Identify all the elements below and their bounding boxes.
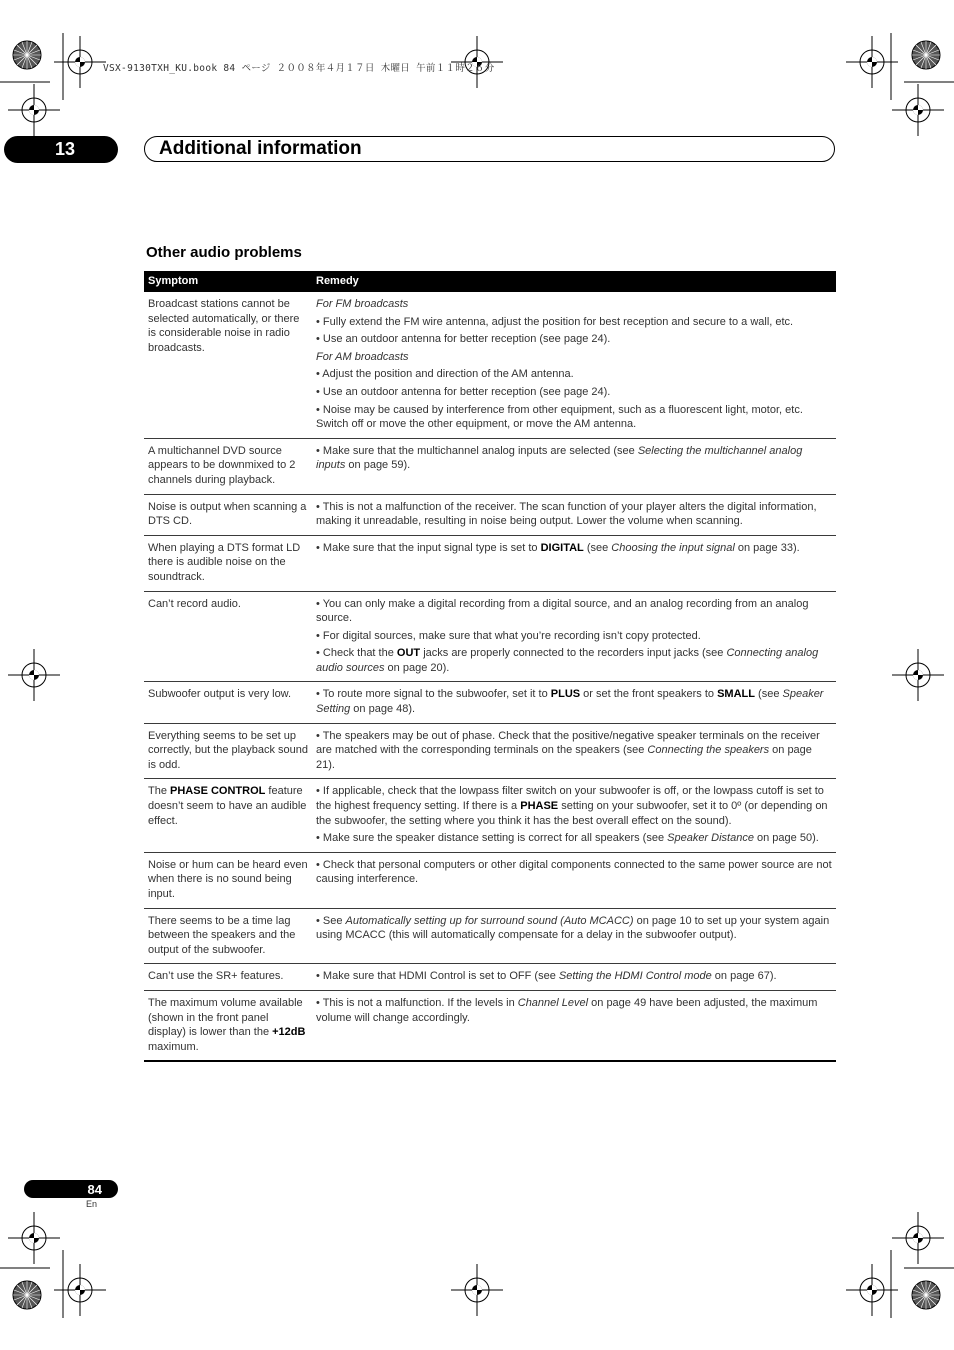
table-row	[144, 724, 836, 780]
symptom-cell	[144, 729, 312, 773]
text-run: • Check that the	[316, 647, 397, 660]
text-run: setting on your subwoofer, set it to 0º (or depending on the subwoofer, the setting where you think it has the best overall effect on the sound).	[316, 800, 828, 827]
remedy-bullet	[316, 629, 832, 644]
remedy-bullet	[316, 914, 832, 943]
italic-reference: Speaker Distance	[667, 832, 754, 845]
remedy-bullet	[316, 500, 832, 529]
text-run: Noise is output when scanning a DTS CD.	[148, 500, 307, 528]
text-run: on page 10 to set up your system again using MCACC (this will automatically compensate for a delay in the subwoofer output).	[316, 914, 830, 942]
text-run: • Noise may be caused by interference from other equipment, such as a fluorescent light, motor, etc. Switch off or move the other equipment, or move the AM antenna.	[316, 403, 803, 431]
language-label: En	[86, 1199, 98, 1209]
remedy-bullet	[316, 729, 832, 773]
symptom-cell	[144, 444, 312, 488]
bold-term: DIGITAL	[540, 541, 584, 554]
table-row	[144, 536, 836, 592]
text-run: There seems to be a time lag between the speakers and the output of the subwoofer.	[148, 914, 296, 956]
text-run: or set the front speakers to	[580, 688, 718, 701]
remedy-cell	[312, 541, 836, 585]
text-run: on page 33).	[734, 541, 800, 554]
text-run: Can’t use the SR+ features.	[148, 970, 284, 983]
text-run: Broadcast stations cannot be selected automatically, or there is considerable noise in radio broadcasts.	[148, 298, 300, 354]
table-row	[144, 292, 836, 439]
symptom-cell	[144, 687, 312, 716]
text-run: • Use an outdoor antenna for better reception (see page 24).	[316, 333, 611, 346]
text-run: For FM broadcasts	[316, 298, 409, 310]
text-run: A multichannel DVD source appears to be downmixed to 2 channels during playback.	[148, 444, 296, 486]
troubleshooting-table	[144, 271, 836, 1062]
text-run: (see	[583, 541, 612, 554]
text-run: • This is not a malfunction of the receiver. The scan function of your player alters the digital information, making it unreadable, resulting in noise being output. Lower the volume when scanning.	[316, 500, 817, 528]
text-run: on page 59).	[345, 459, 411, 472]
text-run: maximum.	[148, 1040, 199, 1053]
chapter-number-badge: 13	[4, 136, 118, 163]
remedy-bullet	[316, 687, 832, 716]
remedy-cell	[312, 444, 836, 488]
remedy-bullet	[316, 597, 832, 626]
symptom-cell	[144, 784, 312, 845]
italic-reference: Choosing the input signal	[611, 541, 735, 554]
text-run: • You can only make a digital recording from a digital source, and an analog recording from an analog source.	[316, 597, 809, 625]
table-row	[144, 495, 836, 536]
table-header	[144, 271, 836, 292]
bold-term: +12dB	[272, 1026, 306, 1039]
text-run: • The speakers may be out of phase. Check that the positive/negative speaker terminals on the receiver are matched with the corresponding terminals on the speakers (see	[316, 729, 820, 757]
text-run: • Use an outdoor antenna for better reception (see page 24).	[316, 385, 611, 398]
text-run: on page 67).	[711, 970, 777, 983]
text-run: The	[148, 785, 171, 798]
table-row	[144, 853, 836, 909]
text-run: • To route more signal to the subwoofer, set it to	[316, 688, 551, 701]
bold-term: SMALL	[717, 688, 755, 701]
table-row	[144, 682, 836, 723]
italic-reference: Connecting the speakers	[647, 744, 770, 757]
symptom-cell	[144, 500, 312, 529]
italic-reference: Connecting analog audio sources	[316, 647, 819, 674]
remedy-bullet	[316, 315, 832, 330]
italic-reference: Setting the HDMI Control mode	[558, 970, 712, 983]
text-run: on page 48).	[350, 703, 416, 716]
table-body	[144, 292, 836, 1062]
remedy-cell	[312, 784, 836, 845]
table-row	[144, 909, 836, 965]
text-run: • Adjust the position and direction of the AM antenna.	[316, 368, 574, 381]
remedy-bullet	[316, 541, 832, 556]
text-run: (see	[754, 688, 783, 701]
bold-term: PLUS	[550, 688, 581, 701]
symptom-cell	[144, 541, 312, 585]
text-run: • See	[316, 914, 346, 927]
remedy-bullet	[316, 969, 832, 984]
symptom-cell	[144, 996, 312, 1054]
text-run: on page 20).	[384, 661, 450, 674]
text-run: Noise or hum can be heard even when there is no sound being input.	[148, 858, 308, 900]
text-run: Everything seems to be set up correctly, but the playback sound is odd.	[148, 729, 308, 771]
remedy-subheading	[316, 350, 832, 365]
bold-term: PHASE	[520, 800, 559, 813]
text-run: For AM broadcasts	[316, 350, 409, 363]
remedy-subheading	[316, 297, 832, 312]
remedy-cell	[312, 996, 836, 1054]
bold-term: PHASE CONTROL	[170, 785, 266, 798]
text-run: Subwoofer output is very low.	[148, 688, 292, 701]
remedy-bullet	[316, 332, 832, 347]
chapter-title-box	[144, 136, 835, 162]
text-run: The maximum volume available (shown in the front panel display) is lower than the	[148, 996, 303, 1039]
bold-term: OUT	[396, 647, 421, 660]
italic-reference: Automatically setting up for surround sound (Auto MCACC)	[345, 914, 634, 927]
print-header: VSX-9130TXH_KU.book 84 ページ ２００８年４月１７日 木曜日 午前１１時２６分	[103, 63, 495, 74]
remedy-cell	[312, 297, 836, 432]
text-run: on page 21).	[316, 744, 812, 771]
italic-reference: Speaker Setting	[316, 688, 824, 716]
remedy-cell	[312, 969, 836, 984]
chapter-title: Additional information	[159, 138, 362, 159]
symptom-cell	[144, 969, 312, 984]
table-row	[144, 991, 836, 1062]
remedy-bullet	[316, 996, 832, 1025]
text-run: • Check that personal computers or other digital components connected to the same power source are not causing interference.	[316, 858, 832, 886]
text-run: When playing a DTS format LD there is audible noise on the soundtrack.	[148, 541, 301, 583]
remedy-bullet	[316, 403, 832, 432]
column-header-remedy: Remedy	[316, 275, 359, 288]
remedy-bullet	[316, 444, 832, 473]
symptom-cell	[144, 914, 312, 958]
remedy-cell	[312, 500, 836, 529]
text-run: • For digital sources, make sure that what you’re recording isn’t copy protected.	[316, 629, 701, 642]
table-row	[144, 592, 836, 683]
text-run: • If applicable, check that the lowpass filter switch on your subwoofer is off, or the lowpass cutoff is set to the highest frequency setting. If there is a	[316, 785, 824, 813]
remedy-cell	[312, 687, 836, 716]
remedy-cell	[312, 597, 836, 676]
symptom-cell	[144, 297, 312, 432]
text-run: • Make sure that the multichannel analog inputs are selected (see	[316, 444, 638, 457]
table-row	[144, 964, 836, 991]
text-run: • Fully extend the FM wire antenna, adjust the position for best reception and secure to a wall, etc.	[316, 315, 794, 328]
remedy-cell	[312, 729, 836, 773]
remedy-bullet	[316, 385, 832, 400]
remedy-bullet	[316, 858, 832, 887]
text-run: jacks are properly connected to the recorders input jacks (see	[420, 647, 727, 660]
page-number: 84	[24, 1180, 118, 1198]
text-run: feature doesn’t seem to have an audible effect.	[148, 785, 307, 827]
column-header-symptom: Symptom	[148, 275, 199, 288]
remedy-cell	[312, 914, 836, 958]
text-run: on page 49 have been adjusted, the maximum volume will change accordingly.	[316, 996, 818, 1024]
remedy-bullet	[316, 646, 832, 675]
text-run: on page 50).	[753, 832, 819, 845]
remedy-bullet	[316, 784, 832, 828]
symptom-cell	[144, 858, 312, 902]
text-run: • Make sure that HDMI Control is set to OFF (see	[316, 970, 559, 983]
italic-reference: Channel Level	[517, 996, 589, 1009]
table-row	[144, 779, 836, 852]
remedy-bullet	[316, 367, 832, 382]
section-title: Other audio problems	[146, 244, 302, 261]
remedy-bullet	[316, 831, 832, 846]
text-run: • This is not a malfunction. If the levels in	[316, 996, 518, 1009]
text-run: • Make sure the speaker distance setting is correct for all speakers (see	[316, 832, 668, 845]
symptom-cell	[144, 597, 312, 676]
table-row	[144, 439, 836, 495]
text-run: Can’t record audio.	[148, 597, 241, 610]
text-run: • Make sure that the input signal type is set to	[316, 541, 541, 554]
remedy-cell	[312, 858, 836, 902]
italic-reference: Selecting the multichannel analog inputs	[316, 444, 803, 472]
